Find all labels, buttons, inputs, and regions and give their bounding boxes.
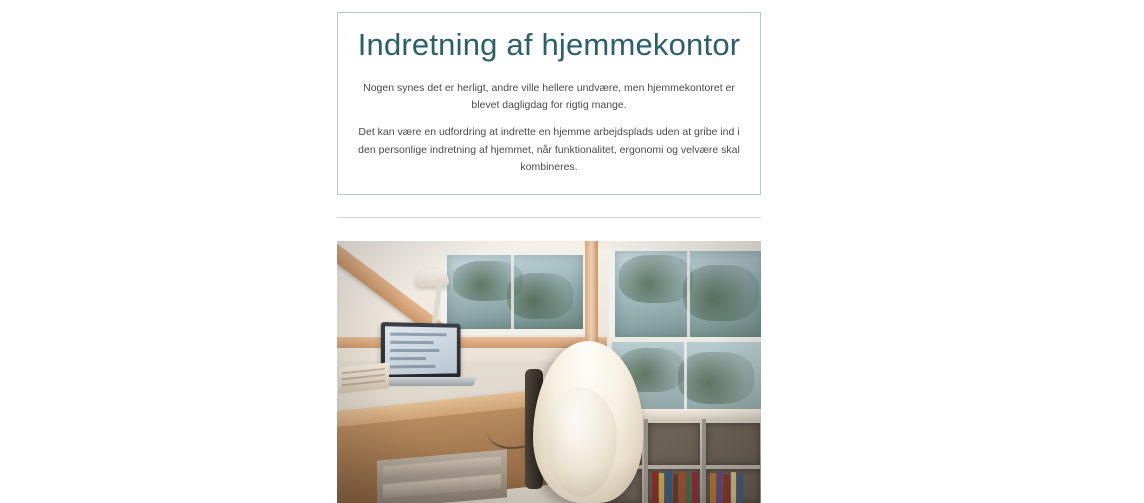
intro-paragraph-1: Nogen synes det er herligt, andre ville hellere undvære, men hjemmekontoret er blevet dagligdag for rigtig mange.: [363, 81, 735, 111]
photo-vignette: [337, 241, 761, 503]
section-divider: [337, 217, 761, 218]
intro-paragraph-2: Det kan være en udfordring at indrette en hjemme arbejdsplads uden at gribe ind i den personlige indretning af hjemmet, når funktionalitet, ergonomi og velvære skal kombineres.: [358, 126, 740, 173]
content-column: [337, 0, 761, 503]
article-intro: [356, 80, 742, 177]
page-title: Indretning af hjemmekontor: [357, 27, 741, 62]
photo-composition: [337, 241, 761, 503]
article-header-card: [337, 12, 761, 195]
home-office-photo: [337, 241, 761, 503]
